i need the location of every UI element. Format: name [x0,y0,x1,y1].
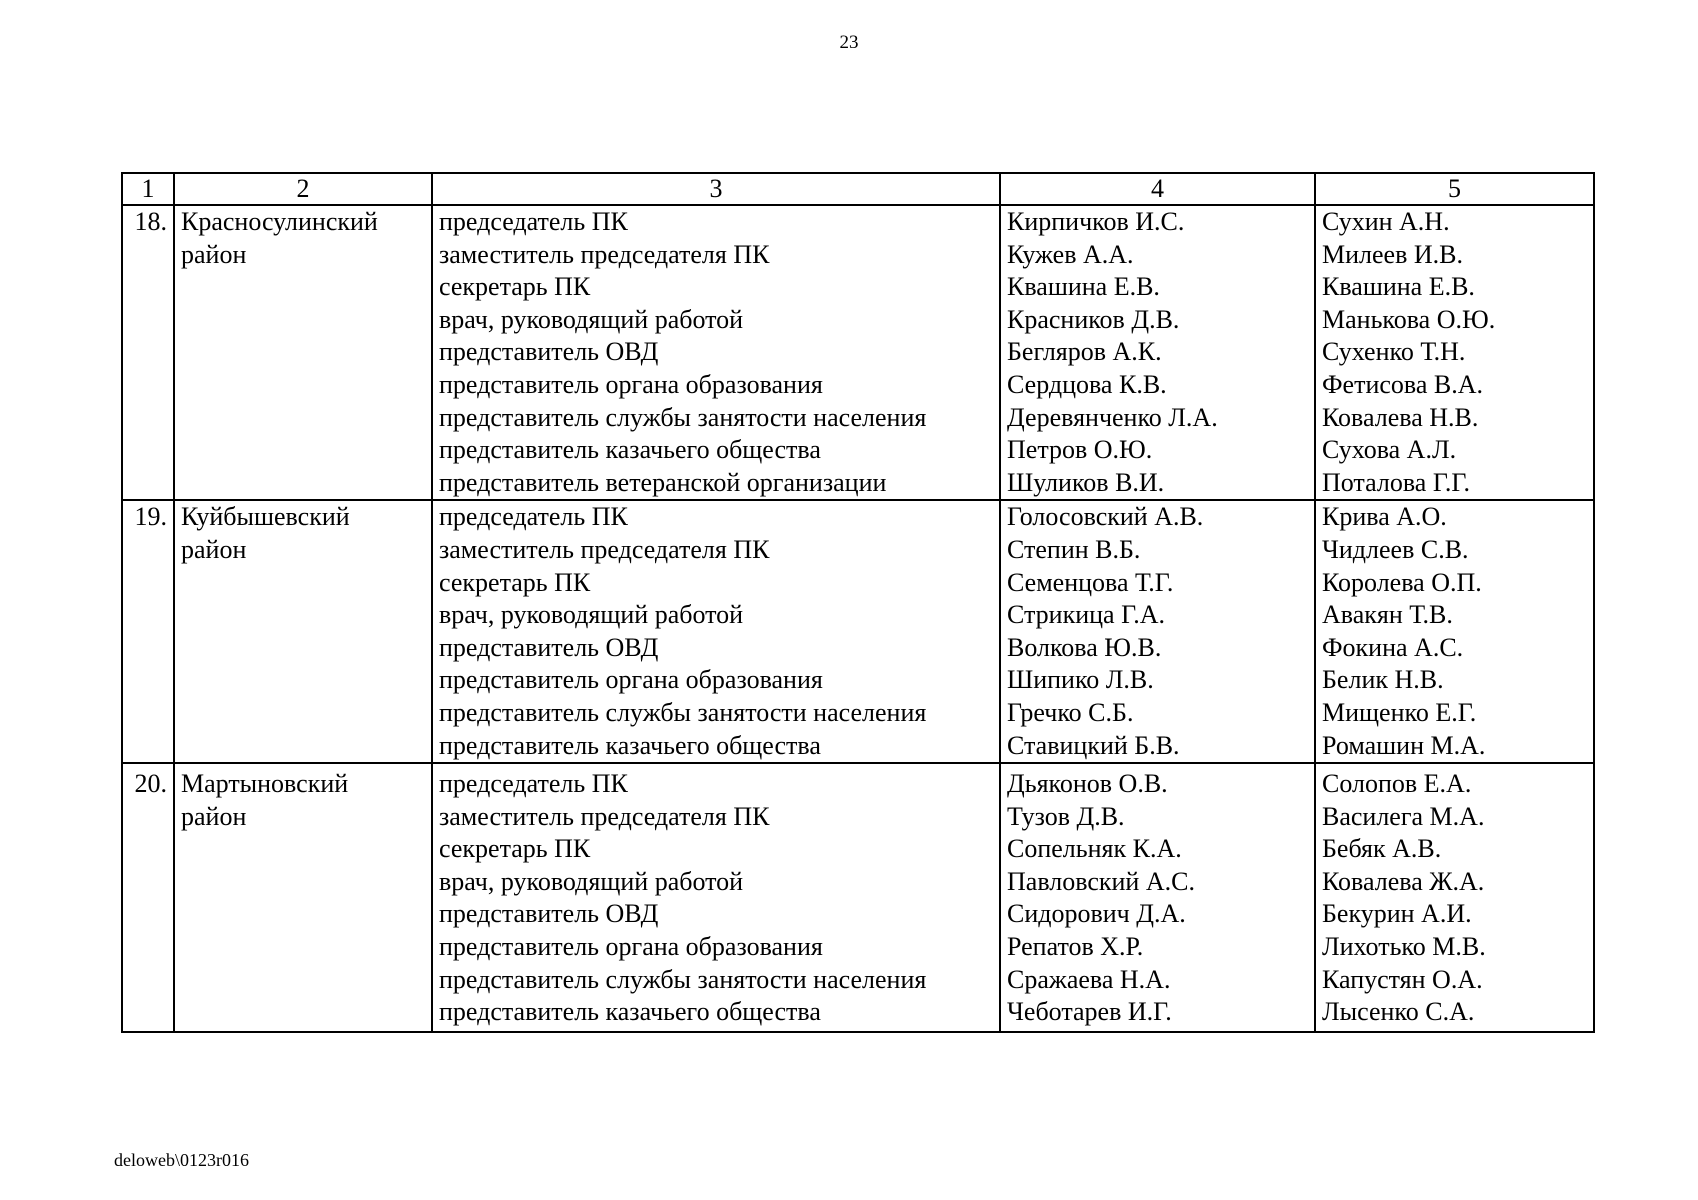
role-item: врач, руководящий работой [439,600,744,630]
member-name: Волкова Ю.В. [1007,632,1162,662]
reserve-name: Королева О.П. [1322,567,1482,597]
role-item: представитель ветеранской организации [439,467,887,497]
member-name: Кужев А.А. [1007,239,1134,269]
reserve-name: Милеев И.В. [1322,239,1463,269]
members-cell [1000,763,1315,1032]
reserve-name: Бебяк А.В. [1322,834,1442,864]
reserve-name: Квашина Е.В. [1322,272,1475,302]
reserve-name: Крива А.О. [1322,502,1447,532]
role-item: представитель казачьего общества [439,435,821,465]
reserve-name: Чидлеев С.В. [1322,534,1469,564]
role-item: секретарь ПК [439,834,591,864]
reserve-name: Сухенко Т.Н. [1322,337,1466,367]
reserve-cell [1315,205,1594,500]
member-name: Тузов Д.В. [1007,801,1125,831]
reserve-name: Бекурин А.И. [1322,899,1472,929]
roles-cell [432,500,1000,763]
reserve-name: Авакян Т.В. [1322,600,1453,630]
row-number: 18. [122,205,174,500]
member-name: Семенцова Т.Г. [1007,567,1174,597]
reserve-name: Лихотько М.В. [1322,932,1486,962]
member-name: Квашина Е.В. [1007,272,1160,302]
member-name: Гречко С.Б. [1007,697,1134,727]
role-item: секретарь ПК [439,567,591,597]
member-name: Бегляров А.К. [1007,337,1162,367]
role-item: заместитель председателя ПК [439,534,770,564]
member-name: Шуликов В.И. [1007,467,1165,497]
role-item: секретарь ПК [439,272,591,302]
header-col-5: 5 [1315,173,1594,205]
row-number: 20. [122,763,174,1032]
member-name: Кирпичков И.С. [1007,207,1185,236]
member-name: Чеботарев И.Г. [1007,997,1172,1027]
row-number: 19. [122,500,174,763]
member-name: Голосовский А.В. [1007,502,1204,532]
reserve-name: Лысенко С.А. [1322,997,1475,1027]
role-item: заместитель председателя ПК [439,801,770,831]
table-row [122,205,1594,500]
role-item: заместитель председателя ПК [439,239,770,269]
member-name: Петров О.Ю. [1007,435,1153,465]
member-name: Сражаева Н.А. [1007,964,1171,994]
table-header-row [122,173,1594,205]
roles-cell [432,205,1000,500]
role-item: председатель ПК [439,207,628,236]
reserve-name: Солопов Е.А. [1322,769,1472,799]
role-item: врач, руководящий работой [439,304,744,334]
member-name: Сердцова К.В. [1007,369,1167,399]
header-col-3: 3 [432,173,1000,205]
committee-table [121,172,1595,1033]
member-name: Репатов Х.Р. [1007,932,1144,962]
member-name: Сидорович Д.А. [1007,899,1186,929]
reserve-name: Мищенко Е.Г. [1322,697,1477,727]
reserve-cell [1315,500,1594,763]
district-name: район [181,239,247,269]
header-col-1: 1 [122,173,174,205]
reserve-name: Василега М.А. [1322,801,1485,831]
member-name: Ставицкий Б.В. [1007,730,1180,760]
role-item: врач, руководящий работой [439,866,744,896]
reserve-name: Белик Н.В. [1322,665,1444,695]
header-col-2: 2 [174,173,432,205]
header-col-4: 4 [1000,173,1315,205]
member-name: Степин В.Б. [1007,534,1141,564]
reserve-name: Поталова Г.Г. [1322,467,1471,497]
role-item: председатель ПК [439,502,628,532]
document-footer-code: deloweb\0123r016 [114,1150,249,1170]
role-item: представитель ОВД [439,899,659,929]
role-item: представитель ОВД [439,632,659,662]
member-name: Сопельняк К.А. [1007,834,1182,864]
district-name: район [181,534,247,564]
role-item: представитель службы занятости населения [439,964,927,994]
reserve-name: Ромашин М.А. [1322,730,1486,760]
role-item: представитель казачьего общества [439,730,821,760]
reserve-name: Ковалева Ж.А. [1322,866,1485,896]
page-number: 23 [839,32,859,53]
role-item: представитель органа образования [439,369,823,399]
reserve-name: Фокина А.С. [1322,632,1464,662]
reserve-name: Сухин А.Н. [1322,207,1450,236]
role-item: представитель службы занятости населения [439,402,927,432]
member-name: Павловский А.С. [1007,866,1195,896]
role-item: представитель службы занятости населения [439,697,927,727]
reserve-name: Ковалева Н.В. [1322,402,1479,432]
member-name: Стрикица Г.А. [1007,600,1165,630]
district-cell [174,763,432,1032]
district-name: Красносулинский [181,207,378,236]
member-name: Деревянченко Л.А. [1007,402,1218,432]
role-item: представитель органа образования [439,932,823,962]
table-row [122,500,1594,763]
reserve-name: Фетисова В.А. [1322,369,1483,399]
district-name: Мартыновский [181,769,349,799]
district-name: район [181,801,247,831]
members-cell [1000,205,1315,500]
member-name: Шипико Л.В. [1007,665,1154,695]
members-cell [1000,500,1315,763]
reserve-name: Манькова О.Ю. [1322,304,1496,334]
reserve-name: Сухова А.Л. [1322,435,1457,465]
roles-cell [432,763,1000,1032]
member-name: Дьяконов О.В. [1007,769,1168,799]
member-name: Красников Д.В. [1007,304,1180,334]
reserve-cell [1315,763,1594,1032]
table-row [122,763,1594,1032]
role-item: представитель органа образования [439,665,823,695]
reserve-name: Капустян О.А. [1322,964,1483,994]
role-item: представитель казачьего общества [439,997,821,1027]
district-name: Куйбышевский [181,502,350,532]
district-cell [174,500,432,763]
role-item: представитель ОВД [439,337,659,367]
district-cell [174,205,432,500]
role-item: председатель ПК [439,769,628,799]
